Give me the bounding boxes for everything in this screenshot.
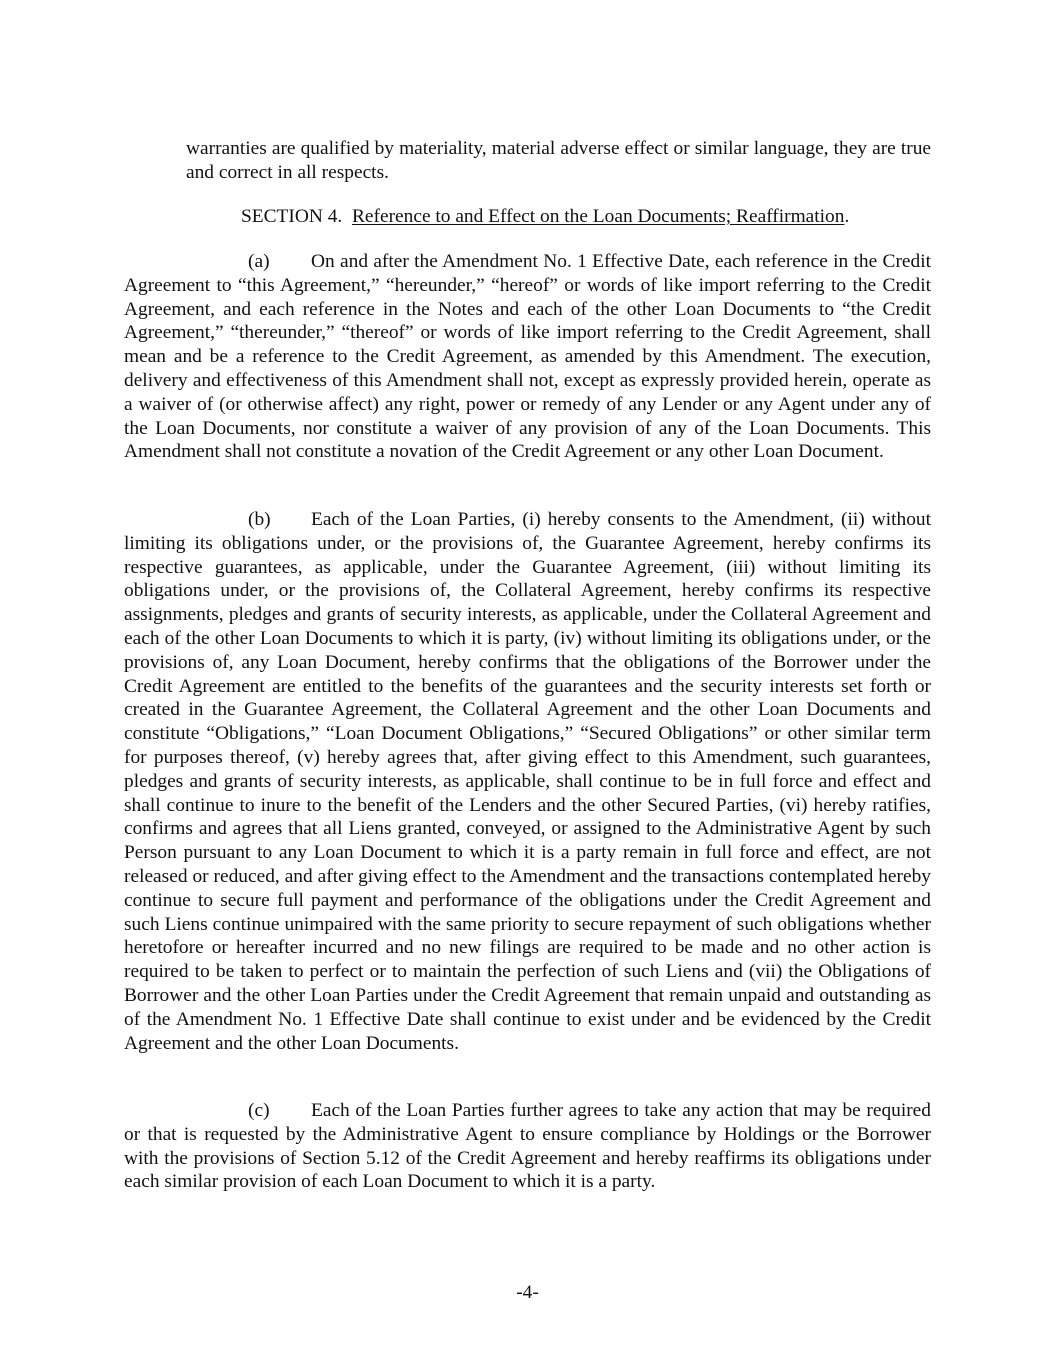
paragraph-c-text: Each of the Loan Parties further agrees to take any action that may be required or that is requested by the Administrative Agent to ensure compliance by Holdings or the Borrower with the provisions of Section 5.12 of the Credit Agreement and hereby reaffirms its obligations under each similar provision of each Loan Document to which it is a party. [124,1100,931,1193]
section-title: Reference to and Effect on the Loan Documents; Reaffirmation [351,206,845,227]
continuation-paragraph [186,137,931,185]
section-number: SECTION 4. [241,206,343,227]
paragraph-b-label: (b) [248,509,271,530]
paragraph-c [124,1099,931,1194]
paragraph-a-text: On and after the Amendment No. 1 Effective Date, each reference in the Credit Agreement to “this Agreement,” “hereunder,” “hereof” or words of like import referring to the Credit Agreement, and each reference in the Notes and each of the other Loan Documents to “the Credit Agreement,” “thereunder,” “thereof” or words of like import referring to the Credit Agreement, shall mean and be a reference to the Credit Agreement, as amended by this Amendment. The execution, delivery and effectiveness of this Amendment shall not, except as expressly provided herein, operate as a waiver of (or otherwise affect) any right, power or remedy of any Lender or any Agent under any of the Loan Documents, nor constitute a waiver of any provision of any of the Loan Documents. This Amendment shall not constitute a novation of the Credit Agreement or any other Loan Document. [124,251,931,463]
section-title-period: . [844,206,850,227]
paragraph-c-label: (c) [248,1100,270,1121]
paragraph-b [124,508,931,1055]
paragraph-b-text: Each of the Loan Parties, (i) hereby consents to the Amendment, (ii) without limiting its obligations under, or the provisions of, the Guarantee Agreement, hereby confirms its respective guarantees, as applicable, under the Guarantee Agreement, (iii) without limiting its obligations under, or the provisions of, the Collateral Agreement, hereby confirms its respective assignments, pledges and grants of security interests, as applicable, under the Collateral Agreement and each of the other Loan Documents to which it is party, (iv) without limiting its obligations under, or the provisions of, any Loan Document, hereby confirms that the obligations of the Borrower under the Credit Agreement are entitled to the benefits of the guarantees and the security interests set forth or created in the Guarantee Agreement, the Collateral Agreement and the other Loan Documents and constitute “Obligations,” “Loan Document Obligations,” “Secured Obligations” or other similar term for purposes thereof, (v) hereby agrees that, after giving effect to this Amendment, such guarantees, pledges and grants of security interests, as applicable, shall continue to be in full force and effect and shall continue to inure to the benefit of the Lenders and the other Secured Parties, (vi) hereby ratifies, confirms and agrees that all Liens granted, conveyed, or assigned to the Administrative Agent by such Person pursuant to any Loan Document to which it is a party remain in full force and effect, are not released or reduced, and after giving effect to the Amendment and the transactions contemplated hereby continue to secure full payment and performance of the obligations under the Credit Agreement and such Liens continue unimpaired with the same priority to secure repayment of such obligations whether heretofore or hereafter incurred and no new filings are required to be made and no other action is required to be taken to perfect or to maintain the perfection of such Liens and (vii) the Obligations of Borrower and the other Loan Parties under the Credit Agreement that remain unpaid and outstanding as of the Amendment No. 1 Effective Date shall continue to exist under and be evidenced by the Credit Agreement and the other Loan Documents. [124,509,931,1054]
paragraph-a-label: (a) [248,251,270,272]
continuation-text: warranties are qualified by materiality, material adverse effect or similar language, they are true and correct in all respects. [186,138,931,183]
section-heading [241,205,849,229]
paragraph-a [124,250,931,464]
page-number: -4- [516,1282,539,1303]
